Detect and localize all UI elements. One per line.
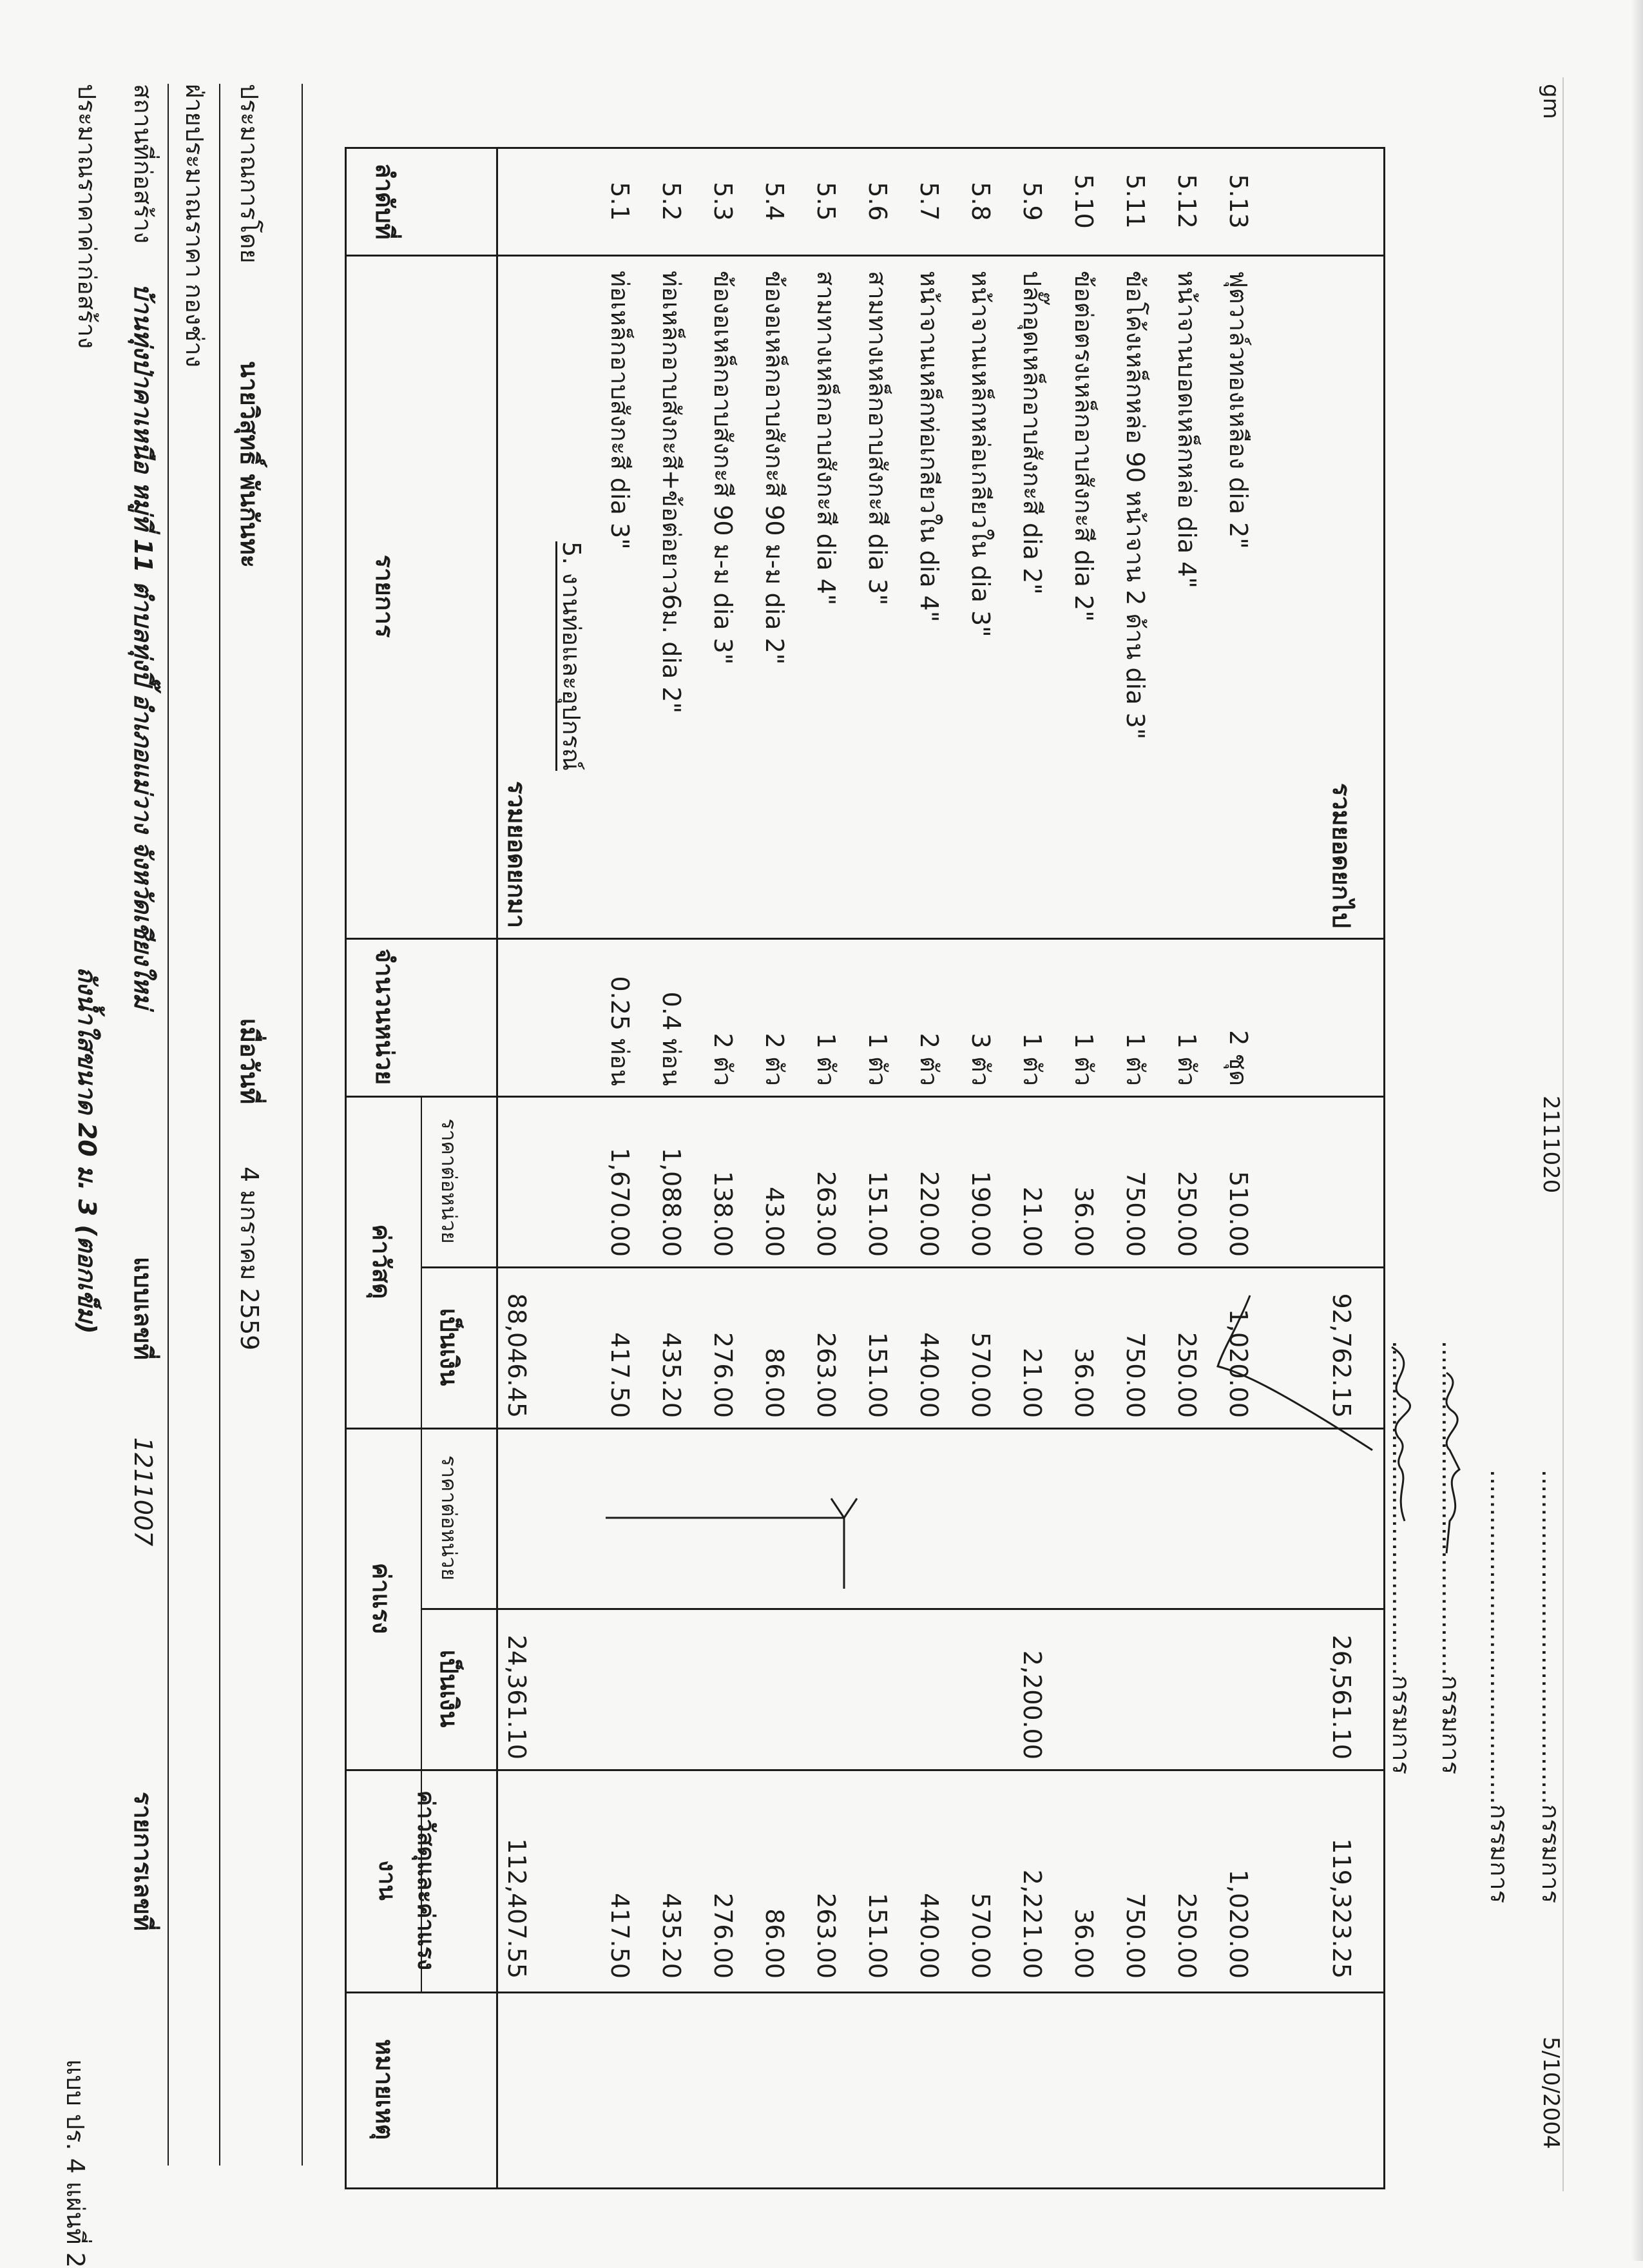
- row-lab-amount: 2,200.00: [1018, 1650, 1046, 1759]
- header-lab-unit: ราคาต่อหน่วย: [437, 1455, 461, 1581]
- table-right: [345, 2187, 1385, 2189]
- row-qty: 1 ตัว: [1173, 1032, 1201, 1086]
- row-item: ฟุตวาล์วทองเหลือง dia 2": [1224, 271, 1253, 549]
- row-total: 750.00: [1121, 1893, 1149, 1979]
- row-total: 36.00: [1070, 1908, 1098, 1979]
- header-material: ค่าวัสดุ: [367, 1224, 396, 1299]
- header-mat-amount: เป็นเงิน: [435, 1308, 463, 1386]
- row-mat-unit: 263.00: [812, 1171, 840, 1257]
- row-mat-unit: 21.00: [1018, 1187, 1046, 1257]
- row-item: หน้าจานเหล็กหล่อเกลียวใน dia 3": [966, 271, 995, 637]
- row-seq: 5.12: [1173, 174, 1201, 229]
- signature-dots-2: ...........................................: [1437, 1341, 1465, 1676]
- row-mat-unit: 190.00: [966, 1171, 995, 1257]
- form-no-label: แบบเลขที่: [129, 1257, 157, 1361]
- row-qty: 2 ตัว: [760, 1032, 789, 1086]
- row-mat-amount: 440.00: [915, 1332, 943, 1418]
- table-bottom: [1383, 147, 1385, 2187]
- row-mat-amount: 36.00: [1070, 1348, 1098, 1418]
- col-sep-8: [345, 1992, 1385, 1993]
- date-value: 4 มกราคม 2559: [235, 1167, 264, 1351]
- row-item: ท่อเหล็กอาบสังกะสี+ข้อต่อยาว6ม. dia 2": [657, 271, 686, 714]
- row-seq: 5.10: [1070, 174, 1098, 229]
- signature-dots-4: ...........................................: [1537, 1469, 1565, 1805]
- signature-line-3: [1484, 1469, 1514, 1903]
- row-qty: 1 ตัว: [1018, 1032, 1046, 1086]
- signature-role-2: กรรมการ: [1437, 1675, 1465, 1775]
- row-seq: 5.13: [1224, 174, 1253, 229]
- department-value: กองช่าง: [180, 284, 209, 368]
- row-item: ข้องอเหล็กอาบสังกะสี 90 ม-ม dia 2": [760, 271, 789, 665]
- row-seq: 5.8: [966, 182, 995, 221]
- row-qty: 3 ตัว: [966, 1032, 995, 1086]
- row-total: 151.00: [863, 1893, 892, 1979]
- row-total: 2,221.00: [1018, 1869, 1046, 1979]
- row-qty: 2 ชุด: [1224, 1030, 1253, 1086]
- row-seq: 5.3: [709, 182, 737, 221]
- footer-left: gm: [1538, 84, 1564, 119]
- form-id: แบบ ปร. 4 แผ่นที่ 2: [61, 2059, 90, 2268]
- row-total: 263.00: [812, 1893, 840, 1979]
- date-label: เมื่อวันที่: [235, 1018, 264, 1105]
- brought-forward-lab: 24,361.10: [503, 1634, 531, 1759]
- row-mat-amount: 263.00: [812, 1332, 840, 1418]
- table-header-bottom: [496, 147, 498, 2187]
- row-mat-unit: 138.00: [709, 1171, 737, 1257]
- header-rule-2: [219, 84, 220, 2166]
- row-seq: 5.5: [812, 182, 840, 221]
- header-mat-unit: ราคาต่อหน่วย: [437, 1118, 461, 1244]
- signature-role-4: กรรมการ: [1537, 1804, 1565, 1904]
- table-top: [345, 147, 347, 2187]
- row-mat-amount: 151.00: [863, 1332, 892, 1418]
- row-total: 1,020.00: [1224, 1869, 1253, 1979]
- row-qty: 0.4 ท่อน: [657, 991, 686, 1086]
- header-lab-amount: เป็นเงิน: [435, 1649, 463, 1728]
- row-mat-amount: 570.00: [966, 1332, 995, 1418]
- labor-bracket-mark: [599, 1434, 883, 1602]
- row-total: 570.00: [966, 1893, 995, 1979]
- row-total: 86.00: [760, 1908, 789, 1979]
- row-mat-unit: 1,088.00: [657, 1147, 686, 1257]
- header-title: ประมาณราคาค่าก่อสร้าง: [73, 84, 101, 349]
- brought-forward-mat: 88,046.45: [503, 1293, 531, 1418]
- footer-center: 2111020: [1538, 1096, 1564, 1194]
- row-item: หน้าจานเหล็กท่อเกลียวใน dia 4": [915, 271, 943, 623]
- brought-forward-label: รวมยอดยกมา: [503, 780, 531, 928]
- row-mat-amount: 417.50: [606, 1332, 634, 1418]
- row-qty: 1 ตัว: [1070, 1032, 1098, 1086]
- site-label: สถานที่ก่อสร้าง: [129, 84, 157, 244]
- row-mat-amount: 1,020.00: [1224, 1308, 1253, 1418]
- row-item: ปลั๊กอุดเหล็กอาบสังกะสี dia 2": [1018, 271, 1046, 595]
- row-total: 276.00: [709, 1893, 737, 1979]
- estimator-value: นายวิสุทธิ์ พันกันทะ: [235, 361, 264, 568]
- carried-forward-mat: 92,762.15: [1327, 1293, 1356, 1418]
- col-sep-1: [345, 255, 1385, 257]
- row-item: ท่อเหล็กอาบสังกะสี dia 3": [606, 271, 634, 550]
- row-item: ข้อต่อตรงเหล็กอาบสังกะสี dia 2": [1070, 271, 1098, 622]
- header-note: หมายเหตุ: [370, 2039, 399, 2140]
- row-mat-amount: 21.00: [1018, 1348, 1046, 1418]
- footer-right: 5/10/2004: [1538, 2037, 1564, 2149]
- header-item: รายการ: [370, 554, 399, 638]
- item-no-label: รายการเลขที่: [129, 1792, 157, 1932]
- signature-checkmark: [1205, 1289, 1398, 1457]
- row-qty: 0.25 ท่อน: [606, 976, 634, 1086]
- signature-line-1: [1387, 1341, 1416, 1774]
- row-mat-unit: 36.00: [1070, 1187, 1098, 1257]
- header-seq: ลำดับที่: [370, 163, 399, 240]
- row-seq: 5.2: [657, 182, 686, 221]
- row-mat-amount: 435.20: [657, 1332, 686, 1418]
- row-mat-amount: 276.00: [709, 1332, 737, 1418]
- signature-dots-1: ...........................................: [1387, 1341, 1416, 1676]
- signature-role-3: กรรมการ: [1485, 1804, 1513, 1904]
- row-total: 417.50: [606, 1893, 634, 1979]
- row-total: 250.00: [1173, 1893, 1201, 1979]
- row-seq: 5.11: [1121, 174, 1149, 229]
- section-title: [557, 541, 586, 771]
- row-mat-amount: 250.00: [1173, 1332, 1201, 1418]
- department-label: ฝ่ายประมาณราคา: [180, 84, 209, 278]
- row-mat-unit: 220.00: [915, 1171, 943, 1257]
- brought-forward-total: 112,407.55: [503, 1838, 531, 1979]
- row-qty: 2 ตัว: [709, 1032, 737, 1086]
- carried-forward-total: 119,323.25: [1327, 1838, 1356, 1979]
- row-qty: 1 ตัว: [812, 1032, 840, 1086]
- row-mat-unit: 43.00: [760, 1187, 789, 1257]
- row-seq: 5.7: [915, 182, 943, 221]
- carried-forward-lab: 26,561.10: [1327, 1634, 1356, 1759]
- row-mat-amount: 86.00: [760, 1348, 789, 1418]
- header-labor: ค่าแรง: [367, 1562, 396, 1634]
- signature-line-4: [1536, 1469, 1566, 1903]
- signature-role-1: กรรมการ: [1387, 1675, 1416, 1775]
- signature-line-2: [1436, 1341, 1466, 1774]
- row-item: ข้อโค้งเหล็กหล่อ 90 หน้าจาน 2 ด้าน dia 3": [1121, 271, 1149, 740]
- form-no-value: 1211007: [129, 1437, 157, 1547]
- row-qty: 1 ตัว: [1121, 1032, 1149, 1086]
- row-qty: 1 ตัว: [863, 1032, 892, 1086]
- col-sep-6: [422, 1608, 1385, 1610]
- row-mat-unit: 750.00: [1121, 1171, 1149, 1257]
- row-mat-unit: 250.00: [1173, 1171, 1201, 1257]
- row-total: 435.20: [657, 1893, 686, 1979]
- project-name: ถังน้ำใสขนาด 20 ม. 3 (ตอกเข็ม): [73, 967, 101, 1334]
- row-item: สามทางเหล็กอาบสังกะสี dia 3": [863, 271, 892, 606]
- header-total: ค่าวัสดุและค่าแรงงาน: [374, 1790, 439, 1970]
- section-title-text: 5. งานท่อและอุปกรณ์: [555, 541, 586, 771]
- header-rule-3: [302, 84, 303, 2166]
- row-mat-unit: 1,670.00: [606, 1147, 634, 1257]
- estimator-label: ประมาณการโดย: [235, 84, 264, 264]
- row-mat-unit: 510.00: [1224, 1171, 1253, 1257]
- row-qty: 2 ตัว: [915, 1032, 943, 1086]
- row-mat-unit: 151.00: [863, 1171, 892, 1257]
- header-rule-1: [168, 84, 169, 2166]
- row-mat-amount: 750.00: [1121, 1332, 1149, 1418]
- row-item: ข้องอเหล็กอาบสังกะสี 90 ม-ม dia 3": [709, 271, 737, 665]
- row-seq: 5.9: [1018, 182, 1046, 221]
- row-seq: 5.6: [863, 182, 892, 221]
- row-item: หน้าจานบอดเหล็กหล่อ dia 4": [1173, 271, 1201, 588]
- header-qty: จำนวนหน่วย: [370, 948, 399, 1085]
- site-value: บ้านทุ่งป่าคาเหนือ หมู่ที่ 11 ตำบลทุ่งปี๊ อำเภอแม่วาง จังหวัดเชียงใหม่: [129, 284, 157, 1009]
- row-seq: 5.4: [760, 182, 789, 221]
- row-total: 440.00: [915, 1893, 943, 1979]
- carried-forward-label: รวมยอดยกไป: [1327, 782, 1356, 928]
- signature-dots-3: ...........................................: [1485, 1469, 1513, 1805]
- row-seq: 5.1: [606, 182, 634, 221]
- row-item: สามทางเหล็กอาบสังกะสี dia 4": [812, 271, 840, 606]
